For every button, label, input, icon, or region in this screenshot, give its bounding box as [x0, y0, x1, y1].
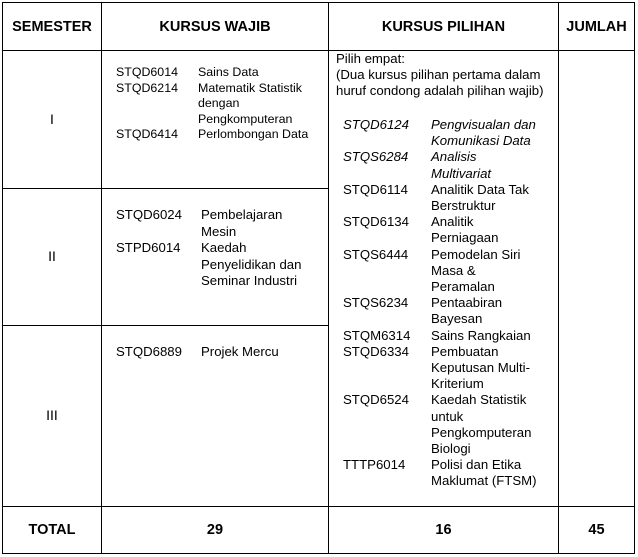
border-sem2-bottom — [2, 325, 328, 326]
course-code: STQD6334 — [343, 343, 409, 359]
border-right — [634, 2, 635, 554]
course-code: STPD6014 — [116, 240, 181, 255]
course-code: STQD6134 — [343, 214, 409, 230]
semester-label-3: III — [46, 407, 58, 423]
course-code: STQD6114 — [343, 181, 408, 197]
pilihan-note: (Dua kursus pilihan pertama dalam huruf condong adalah pilihan wajib) — [336, 67, 544, 99]
semester-label-2: II — [48, 248, 56, 264]
border-left — [2, 2, 3, 554]
wajib-sem1-list — [116, 65, 321, 143]
course-code: STQD6524 — [343, 392, 409, 408]
course-code: TTTP6014 — [343, 457, 406, 473]
total-label: TOTAL — [28, 522, 76, 538]
course-name: Perlombongan Data — [198, 127, 309, 141]
course-code: STQD6414 — [116, 127, 178, 141]
list-item — [343, 149, 555, 181]
course-name: Analitik Data Tak Berstruktur — [431, 181, 529, 214]
total-jumlah: 45 — [588, 522, 605, 538]
course-code: STQS6284 — [343, 149, 409, 165]
list-item — [343, 457, 555, 489]
course-name: Polisi dan Etika Maklumat (FTSM) — [431, 457, 537, 489]
course-code: STQS6234 — [343, 295, 409, 311]
course-code: STQS6444 — [343, 246, 409, 262]
course-code: STQD6889 — [116, 344, 182, 359]
course-code: STQD6214 — [116, 80, 178, 95]
course-name: Pembelajaran Mesin — [201, 207, 283, 239]
list-item — [116, 127, 321, 143]
pilihan-instruction: Pilih empat: — [336, 51, 405, 66]
course-name: Analitik Perniagaan — [431, 214, 499, 246]
pilihan-list — [343, 117, 555, 490]
header-kursus-pilihan: KURSUS PILIHAN — [381, 18, 506, 35]
header-jumlah: JUMLAH — [566, 18, 627, 35]
course-code: STQD6024 — [116, 207, 182, 222]
course-name: Pentaabiran Bayesan — [431, 295, 503, 327]
course-name: Pemodelan Siri Masa & Peramalan — [431, 246, 521, 295]
course-name: Matematik Statistik dengan Pengkomputeran — [198, 80, 302, 126]
list-item — [343, 344, 555, 393]
list-item — [343, 182, 555, 214]
course-name: Sains Rangkaian — [431, 327, 531, 343]
course-code: STQM6314 — [343, 327, 411, 343]
course-name: Pengvisualan dan Komunikasi Data — [431, 117, 536, 149]
semester-label-1: I — [50, 111, 54, 127]
list-item — [116, 344, 321, 361]
list-item — [343, 117, 555, 149]
wajib-sem3-list — [116, 344, 321, 361]
course-code: STQD6014 — [116, 65, 178, 79]
list-item — [116, 207, 321, 240]
header-semester: SEMESTER — [12, 18, 92, 35]
border-sem1-bottom — [2, 188, 328, 189]
list-item — [343, 392, 555, 457]
list-item — [343, 328, 555, 344]
course-name: Kaedah Statistik untuk Pengkomputeran Biologi — [431, 392, 532, 457]
list-item — [116, 65, 321, 81]
list-item — [343, 247, 555, 296]
course-name: Analisis Multivariat — [431, 149, 492, 181]
course-code: STQD6124 — [343, 117, 409, 132]
course-name: Sains Data — [198, 65, 259, 79]
wajib-sem2-list — [116, 207, 321, 290]
border-bottom — [2, 553, 635, 554]
list-item — [343, 295, 555, 327]
total-wajib: 29 — [206, 522, 224, 538]
course-name: Projek Mercu — [201, 344, 279, 359]
list-item — [343, 214, 555, 246]
border-body-bottom — [2, 506, 635, 507]
border-col1 — [101, 2, 102, 554]
course-name: Pembuatan Keputusan Multi-Kriterium — [431, 343, 530, 392]
course-name: Kaedah Penyelidikan dan Seminar Industri — [201, 240, 302, 288]
list-item — [116, 81, 321, 128]
list-item — [116, 240, 321, 290]
border-col2 — [328, 2, 329, 554]
total-pilihan: 16 — [435, 522, 452, 538]
header-kursus-wajib: KURSUS WAJIB — [159, 18, 271, 35]
pilihan-intro — [336, 51, 554, 100]
border-col3 — [558, 2, 559, 554]
